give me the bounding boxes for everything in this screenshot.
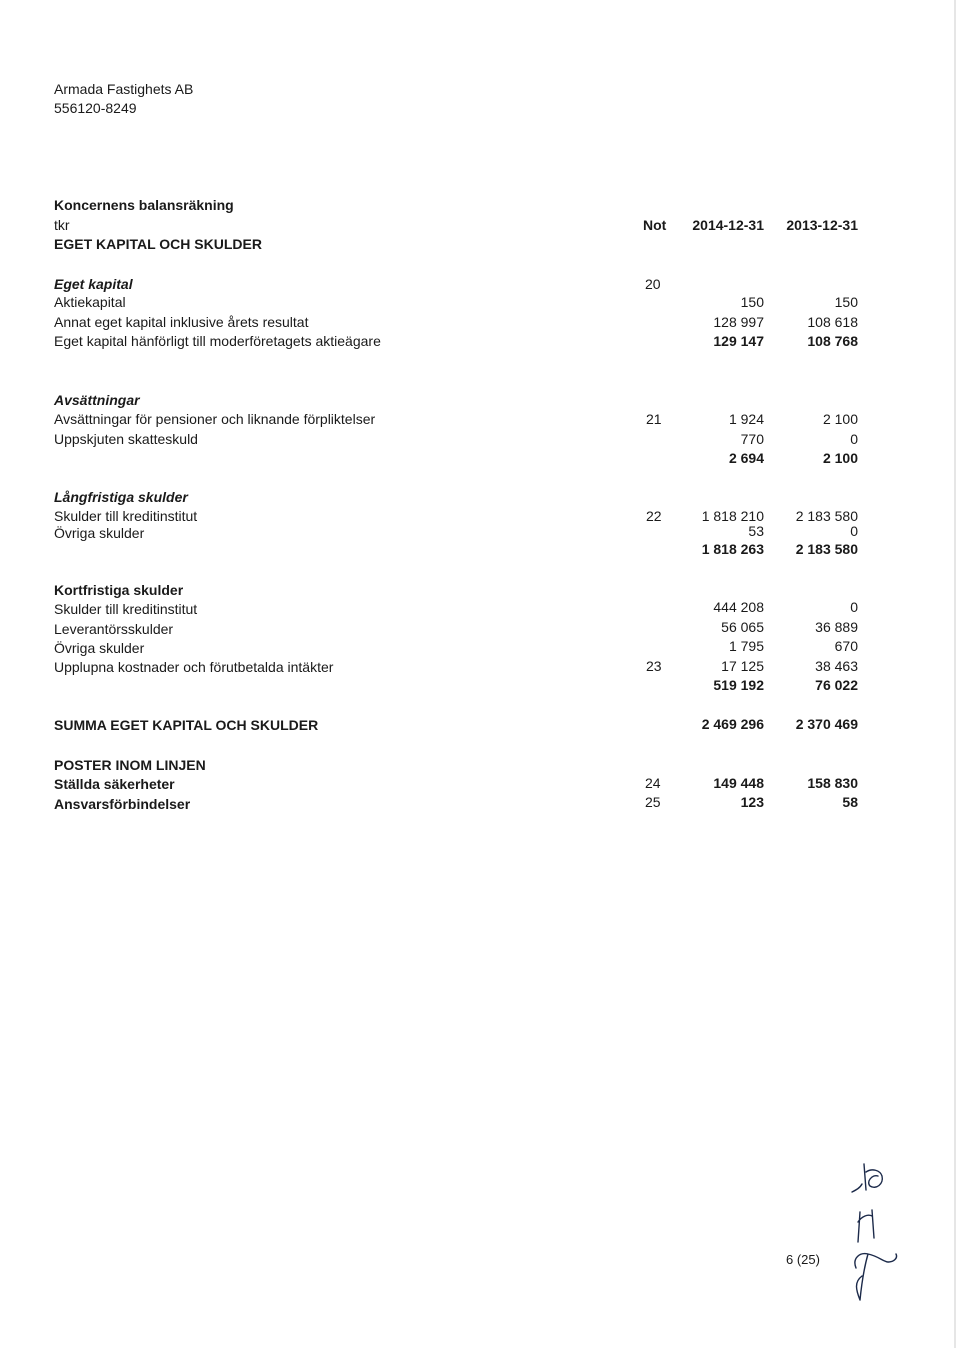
- row-value-2014: 1 924: [728, 411, 764, 427]
- handwritten-signature: [838, 1150, 908, 1310]
- row-label: Aktiekapital: [54, 294, 126, 310]
- row-value-2013: 2 100: [822, 411, 858, 427]
- eget-kapital-heading: Eget kapital: [54, 276, 133, 292]
- section-title: EGET KAPITAL OCH SKULDER: [54, 236, 262, 252]
- row-value-2014: 444 208: [713, 599, 764, 615]
- report-title: Koncernens balansräkning: [54, 197, 234, 213]
- row-label: Övriga skulder: [54, 640, 145, 656]
- subtotal-2013: 2 100: [822, 450, 858, 466]
- row-value-2013: 58: [842, 794, 858, 810]
- summa-label: SUMMA EGET KAPITAL OCH SKULDER: [54, 717, 319, 733]
- col-header-not: Not: [643, 217, 667, 233]
- row-value-2013: 108 768: [807, 333, 858, 349]
- subtotal-2013: 2 183 580: [795, 541, 858, 557]
- langfristiga-heading: Långfristiga skulder: [54, 489, 188, 505]
- subtotal-2013: 76 022: [815, 677, 858, 693]
- row-label: Ställda säkerheter: [54, 776, 175, 792]
- row-not: 23: [646, 658, 662, 674]
- row-value-2013: 150: [834, 294, 858, 310]
- row-value-2013: 0: [850, 599, 858, 615]
- row-not: 24: [645, 775, 661, 791]
- col-header-2013: 2013-12-31: [786, 217, 858, 233]
- row-label: Avsättningar för pensioner och liknande förpliktelser: [54, 411, 376, 427]
- report-unit: tkr: [54, 217, 70, 233]
- row-not: 25: [645, 794, 661, 810]
- row-not: 21: [646, 411, 662, 427]
- subtotal-2014: 1 818 263: [701, 541, 764, 557]
- row-value-2014: 1 795: [728, 638, 764, 654]
- eget-kapital-not: 20: [645, 276, 661, 292]
- subtotal-2014: 2 694: [728, 450, 764, 466]
- page-number: 6 (25): [786, 1252, 820, 1267]
- row-value-2014: 123: [740, 794, 764, 810]
- row-value-2014: 149 448: [713, 775, 764, 791]
- row-value-2013: 2 183 580: [795, 508, 858, 524]
- company-name: Armada Fastighets AB: [54, 81, 194, 97]
- summa-2013: 2 370 469: [795, 716, 858, 732]
- row-label: Upplupna kostnader och förutbetalda intäkter: [54, 659, 334, 675]
- page-edge: [954, 0, 956, 1348]
- row-not: 22: [646, 508, 662, 524]
- row-value-2013: 38 463: [815, 658, 858, 674]
- row-label: Leverantörsskulder: [54, 621, 174, 637]
- subtotal-2014: 519 192: [713, 677, 764, 693]
- kortfristiga-heading: Kortfristiga skulder: [54, 582, 184, 598]
- row-label: Skulder till kreditinstitut: [54, 508, 198, 524]
- summa-2014: 2 469 296: [701, 716, 764, 732]
- row-label: Eget kapital hänförligt till moderföretagets aktieägare: [54, 333, 381, 349]
- row-value-2014: 17 125: [721, 658, 764, 674]
- row-value-2014: 128 997: [713, 314, 764, 330]
- row-value-2013: 670: [834, 638, 858, 654]
- poster-heading: POSTER INOM LINJEN: [54, 757, 206, 773]
- row-value-2014: 1 818 210: [701, 508, 764, 524]
- row-value-2013: 0: [850, 523, 858, 539]
- row-value-2014: 150: [740, 294, 764, 310]
- row-value-2014: 56 065: [721, 619, 764, 635]
- row-value-2013: 0: [850, 431, 858, 447]
- row-value-2014: 129 147: [713, 333, 764, 349]
- avsattningar-heading: Avsättningar: [54, 392, 140, 408]
- row-label: Skulder till kreditinstitut: [54, 601, 198, 617]
- row-value-2013: 108 618: [807, 314, 858, 330]
- row-label: Övriga skulder: [54, 525, 145, 541]
- row-value-2013: 158 830: [807, 775, 858, 791]
- col-header-2014: 2014-12-31: [692, 217, 764, 233]
- row-label: Annat eget kapital inklusive årets resultat: [54, 314, 309, 330]
- row-label: Uppskjuten skatteskuld: [54, 431, 198, 447]
- company-orgnr: 556120-8249: [54, 100, 137, 116]
- row-label: Ansvarsförbindelser: [54, 796, 191, 812]
- row-value-2014: 770: [740, 431, 764, 447]
- row-value-2013: 36 889: [815, 619, 858, 635]
- row-value-2014: 53: [748, 523, 764, 539]
